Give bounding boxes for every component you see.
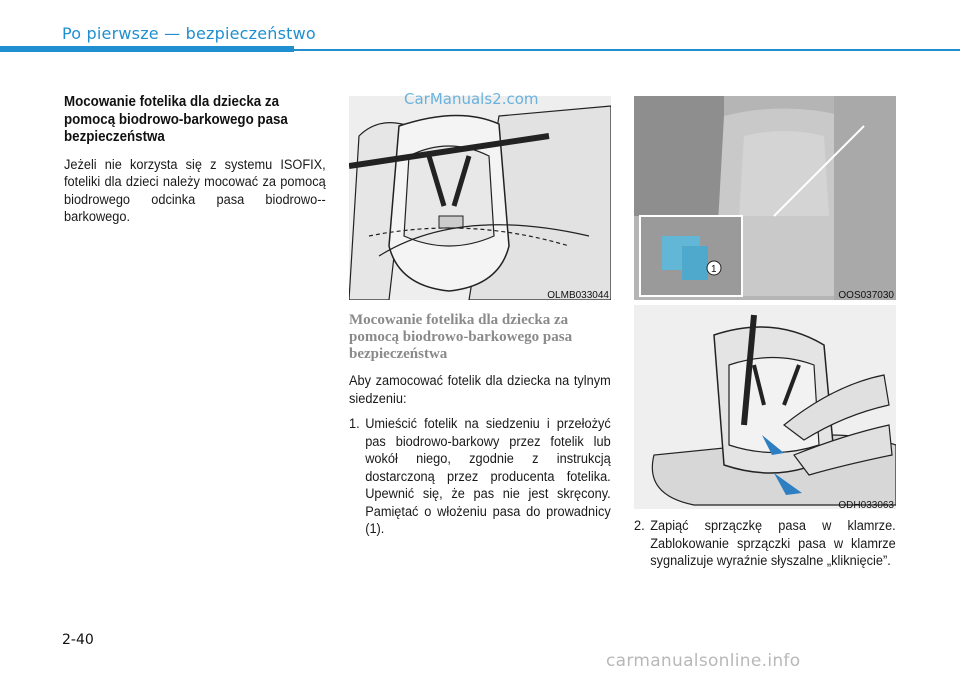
footer-watermark: carmanualsonline.info (606, 651, 801, 671)
section-header-title: Po pierwsze — bezpieczeństwo (62, 24, 316, 43)
list-item (634, 518, 896, 571)
list-item (349, 416, 611, 539)
instructions-column (349, 312, 611, 539)
figure-rear-seat-photo (634, 96, 896, 300)
step-number: 2. (634, 518, 645, 534)
page-number: 2-40 (62, 632, 94, 648)
figure-code: OOS037030 (838, 290, 894, 301)
step-text: Zapiąć sprzączkę pasa w klamrze. Zablokowanie sprzączki pasa w klamrze sygnalizuje wyraźnie słyszalne „kliknięcie”. (650, 518, 896, 569)
steps-list (634, 518, 896, 571)
header-rule-accent (0, 46, 294, 52)
instructions-intro: Aby zamocować fotelik dla dziecka na tylnym siedzeniu: (349, 373, 611, 407)
watermark-text: CarManuals2.com (404, 90, 539, 108)
figure-code: OLMB033044 (547, 290, 609, 301)
intro-body: Jeżeli nie korzysta się z systemu ISOFIX, foteliki dla dzieci należy mocować za pomocą biodrowego odcinka pasa biodrowo--barkowego. (64, 156, 326, 225)
instructions-heading: Mocowanie fotelika dla dziecka za pomocą biodrowo-barkowego pasa bezpieczeństwa (349, 312, 573, 362)
steps-list (349, 416, 611, 539)
rear-seat-photo (634, 96, 896, 300)
instructions-column-continued (634, 518, 896, 571)
figure-buckle-illustration (634, 305, 896, 509)
callout-number: 1 (711, 264, 717, 275)
intro-column (64, 94, 326, 227)
figure-code: ODH033063 (838, 500, 894, 511)
intro-heading: Mocowanie fotelika dla dziecka za pomocą biodrowo-barkowego pasa bezpieczeństwa (64, 94, 288, 145)
step-number: 1. (349, 416, 360, 432)
buckle-drawing (634, 305, 896, 509)
figure-child-seat-illustration (349, 96, 611, 300)
child-seat-drawing (349, 96, 611, 300)
step-text: Umieścić fotelik na siedzeniu i przełożyć pas biodrowo-barkowy przez fotelik lub wokół niego, zgodnie z instrukcją dostarczoną przez producenta fotelika. Upewnić się, że pas nie jest skręcony. Pamiętać o włożeniu pasa do prowadnicy (1). (365, 416, 611, 537)
